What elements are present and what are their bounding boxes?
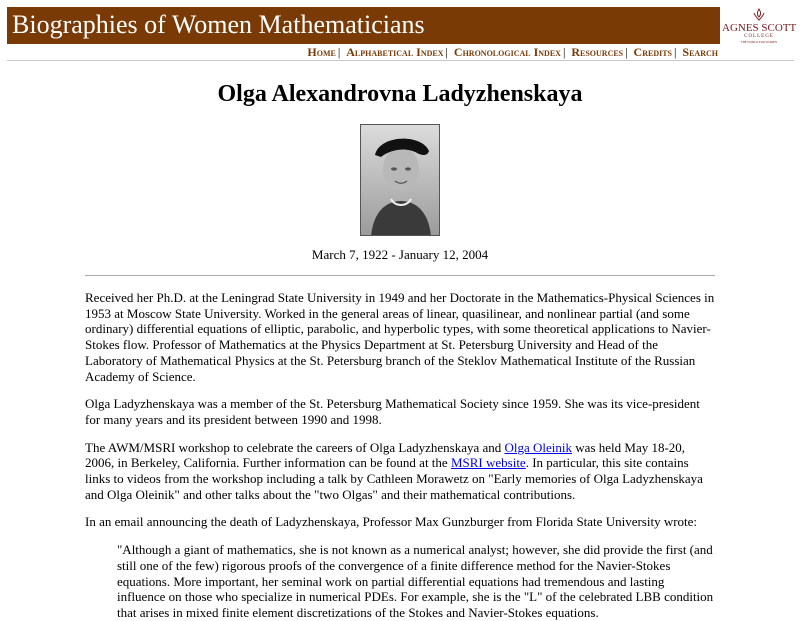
logo-line2: COLLEGE — [744, 34, 774, 39]
workshop-text-a: The AWM/MSRI workshop to celebrate the careers of Olga Ladyzhenskaya and — [85, 439, 505, 455]
nav-resources-link[interactable]: Resources — [571, 45, 624, 59]
nav-search-link[interactable]: Search — [682, 45, 718, 59]
portrait-photo — [360, 124, 440, 236]
nav-chronological-index-link[interactable]: Chronological Index — [453, 45, 561, 59]
biography-body — [85, 290, 715, 621]
nav-separator: | — [337, 45, 341, 59]
header-divider — [7, 60, 794, 61]
msri-website-link[interactable]: MSRI website — [450, 455, 526, 471]
workshop-text-c: . In particular, this site contains links to videos from the workshop including a talk by Cathleen Morawetz on "Early memories of Olga Ladyzhenskaya and Olga Oleinik" and other talks about the "two Olgas" and their mathematical contributions. — [85, 455, 703, 502]
agnes-scott-logo[interactable] — [722, 8, 796, 48]
bio-paragraph-email: In an email announcing the death of Ladyzhenskaya, Professor Max Gunzburger from Florida State University wrote: — [85, 514, 698, 530]
portrait-image — [361, 125, 440, 236]
site-banner — [7, 7, 720, 44]
top-nav — [307, 45, 718, 59]
nav-separator: | — [625, 45, 628, 59]
content-divider — [85, 275, 715, 276]
olga-oleinik-link[interactable]: Olga Oleinik — [504, 439, 573, 455]
life-dates: March 7, 1922 - January 12, 2004 — [311, 247, 489, 262]
nav-credits-link[interactable]: Credits — [633, 45, 673, 59]
logo-line1: AGNES SCOTT — [722, 22, 797, 34]
bio-paragraph-society: Olga Ladyzhenskaya was a member of the St. Petersburg Mathematical Society since 1959. She was its vice-president for many years and its president between 1990 and 1998. — [85, 396, 700, 427]
nav-separator: | — [445, 45, 448, 59]
logo-line3: THE WORLD FOR WOMEN — [740, 40, 778, 44]
gunzburger-quote: "Although a giant of mathematics, she is not known as a numerical analyst; however, she did provide the first (and still one of the few) rigorous proofs of the convergence of a finite difference method for the Navier-Stokes equations. More important, her seminal work on partial differential equations had tremendous and lasting influence on those who specialize in numerical PDEs. For example, she is the "L" of the celebrated LBB condition that arises in mixed finite element discretizations of the Stokes and Navier-Stokes equations. — [117, 542, 714, 620]
page-title: Olga Alexandrovna Ladyzhenskaya — [217, 81, 583, 107]
nav-alphabetical-index-link[interactable]: Alphabetical Index — [346, 45, 444, 59]
site-title[interactable]: Biographies of Women Mathematicians — [12, 10, 425, 39]
workshop-text-b: was held May 18-20, 2006, in Berkeley, California. Further information can be found at the — [85, 439, 686, 471]
bio-paragraph-workshop — [85, 440, 715, 503]
bio-paragraph-education: Received her Ph.D. at the Leningrad State University in 1949 and her Doctorate in the Mathematics-Physical Sciences in 1953 at Moscow State University. Worked in the general areas of linear, quasilinear, and nonlinear partial (and some ordinary) differential equations of elliptic, parabolic, and hyperbolic types, with some theoretical applications to Navier-Stokes flow. Professor of Mathematics at the Physics Department at St. Petersburg University and Head of the Laboratory of Mathematical Physics at the St. Petersburg branch of the Steklov Mathematical Institute of the Russian Academy of Science. — [85, 290, 715, 384]
college-crest-icon — [751, 8, 767, 22]
nav-separator: | — [674, 45, 677, 59]
nav-separator: | — [562, 45, 566, 59]
nav-home-link[interactable]: Home — [307, 45, 336, 59]
